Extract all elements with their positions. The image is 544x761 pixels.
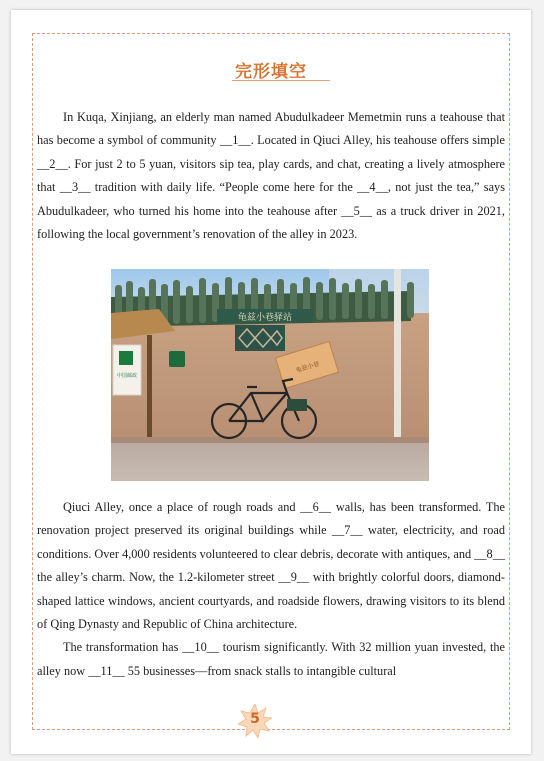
passage-part-1: [37, 106, 505, 246]
lattice-window: [235, 325, 285, 351]
paragraph-1: In Kuqa, Xinjiang, an elderly man named Abudulkadeer Memetmin runs a teahouse that has become a symbol of community __1__. Located in Qiuci Alley, his teahouse offers simple __2__. For just 2 to 5 yuan, visitors sip tea, play cards, and chat, creating a lively atmosphere that __3__ tradition with daily life. “People come here for the __4__, not just the tea,” says Abudulkadeer, who turned his home into the teahouse after __5__ as a truck driver in 2021, following the local government’s renovation of the alley in 2023.: [37, 110, 505, 242]
utility-pole: [394, 269, 401, 441]
title-underline: [232, 80, 330, 81]
paragraph-2: Qiuci Alley, once a place of rough roads and __6__ walls, has been transformed. The renovation project preserved its original buildings while __7__ water, electricity, and road conditions. Over 4,000 residents volunteered to clear debris, decorate with antiques, and __8__ the alley’s charm. Now, the 1.2-kilometer street __9__ with brightly colorful doors, diamond-shaped lattice windows, ancient courtyards, and roadside flowers, drawing visitors to its blend of Qing Dynasty and Republic of China architecture.: [37, 500, 505, 632]
document-page: [11, 10, 531, 754]
svg-text:中国邮政: 中国邮政: [116, 373, 138, 379]
bicycle-bag: [287, 399, 307, 411]
alley-name-sign: [217, 309, 313, 323]
svg-text:龟兹小巷: 龟兹小巷: [295, 360, 321, 375]
mailbox: [169, 351, 185, 367]
post-office-poster: [113, 345, 141, 395]
section-title: 完形填空: [235, 62, 307, 82]
page-number-badge: [238, 704, 272, 738]
alley-photo: [111, 269, 429, 481]
svg-text:龟兹小巷驿站: 龟兹小巷驿站: [237, 313, 293, 323]
passage-part-2: [37, 496, 505, 683]
ground: [111, 441, 429, 481]
page-number: 5: [250, 711, 260, 727]
paragraph-3: The transformation has __10__ tourism significantly. With 32 million yuan invested, the alley now __11__ 55 businesses—from snack stalls to intangible cultural: [37, 640, 505, 678]
